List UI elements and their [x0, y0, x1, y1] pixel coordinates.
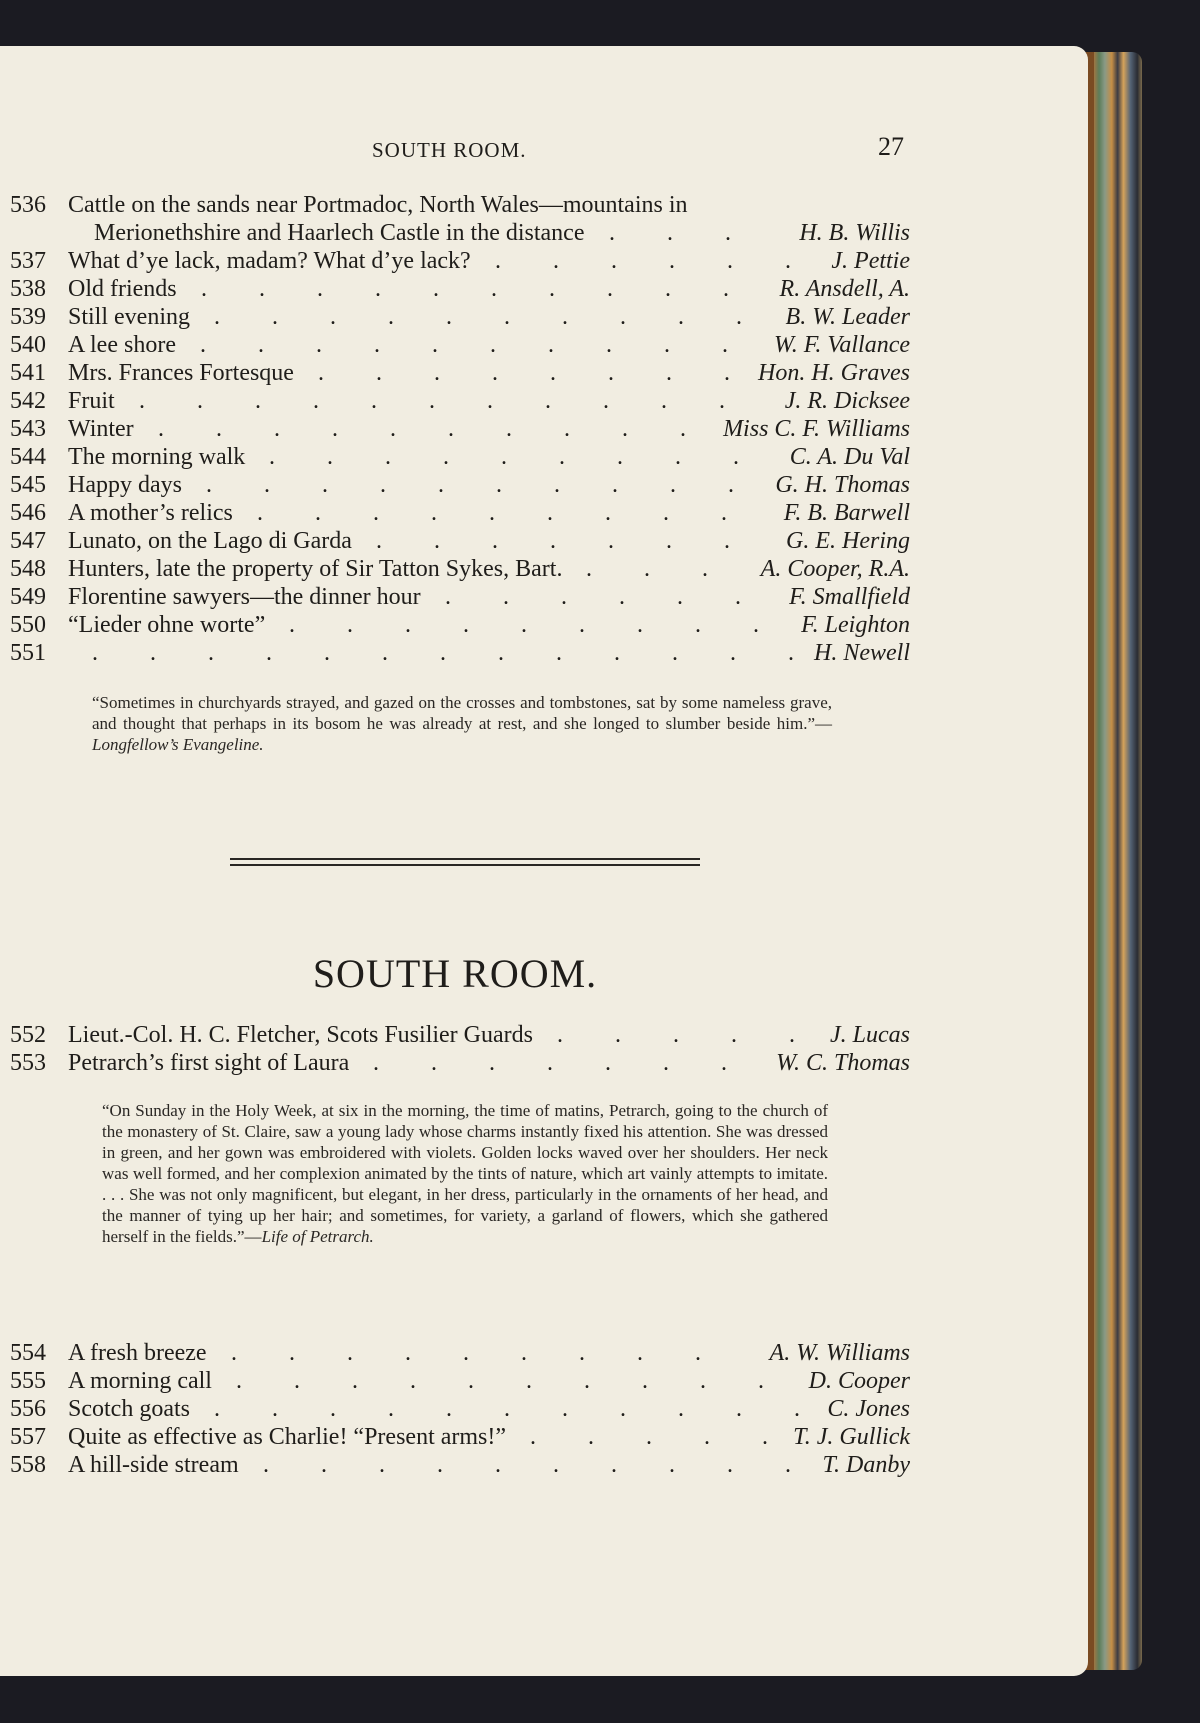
- entry-artist: W. C. Thomas: [776, 1050, 910, 1076]
- leader-dot: .: [264, 472, 270, 498]
- entry-number: 548: [10, 556, 46, 582]
- leader-dot: .: [437, 1452, 443, 1478]
- leader-dot: .: [503, 584, 509, 610]
- leader-dot: .: [495, 248, 501, 274]
- leader-dot: .: [405, 612, 411, 638]
- catalogue-entry: [10, 528, 910, 556]
- leader-dot: .: [388, 304, 394, 330]
- leader-dot: .: [506, 416, 512, 442]
- leader-dot: .: [605, 500, 611, 526]
- leader-dot: .: [736, 1396, 742, 1422]
- leader-dot: .: [330, 1396, 336, 1422]
- leader-dot: .: [666, 528, 672, 554]
- leader-dot: .: [489, 500, 495, 526]
- leader-dot: .: [620, 304, 626, 330]
- leader-dot: .: [562, 304, 568, 330]
- catalogue-entry: [10, 472, 910, 500]
- leader-dot: .: [446, 1396, 452, 1422]
- catalogue-entry: [10, 1452, 910, 1480]
- leader-dot: .: [724, 360, 730, 386]
- entry-number: 541: [10, 360, 46, 386]
- running-header: SOUTH ROOM.: [372, 138, 527, 162]
- leader-dot: .: [432, 332, 438, 358]
- quote-source: Life of Petrarch.: [261, 1227, 374, 1246]
- entry-title: Still evening: [68, 304, 190, 330]
- leader-dot: .: [429, 388, 435, 414]
- leader-dot: .: [724, 528, 730, 554]
- entry-artist: F. B. Barwell: [783, 500, 910, 526]
- entry-artist: F. Leighton: [801, 612, 910, 638]
- leader-dot: .: [554, 472, 560, 498]
- section-heading: SOUTH ROOM.: [312, 951, 598, 996]
- leader-dot: .: [463, 1340, 469, 1366]
- leader-dot: .: [700, 1368, 706, 1394]
- leader-dot: .: [666, 360, 672, 386]
- leader-dot: .: [556, 640, 562, 666]
- entry-number: 543: [10, 416, 46, 442]
- leader-dot: .: [315, 500, 321, 526]
- leader-dot: .: [496, 472, 502, 498]
- entry-artist: A. Cooper, R.A.: [760, 556, 910, 582]
- catalogue-entry: [10, 444, 910, 472]
- quote-text: “On Sunday in the Holy Week, at six in the morning, the time of matins, Petrarch, going to the church of the monastery of St. Claire, saw a young lady whose charms instantly fixed his attention. She was dressed in green, and her gown was embroidered with violets. Golden locks waved over her shoulders. Her neck was well formed, and her complexion animated by the tints of nature, which art vainly attempts to imitate. . . . She was not only magnificent, but elegant, in her dress, particularly in the ornaments of her head, and the manner of tying up her hair; and sometimes, for variety, a garland of flowers, which she gathered herself in the fields.”—: [102, 1101, 828, 1246]
- entry-artist: H. Newell: [814, 640, 910, 666]
- leader-dot: .: [375, 276, 381, 302]
- catalogue-entry: [10, 220, 910, 248]
- leader-dot: .: [722, 332, 728, 358]
- leader-dot: .: [788, 640, 794, 666]
- leader-dot: .: [646, 1424, 652, 1450]
- entry-title: Lieut.-Col. H. C. Fletcher, Scots Fusilier Guards: [68, 1022, 533, 1048]
- leader-dot: .: [200, 332, 206, 358]
- quote-longfellow: [92, 692, 832, 755]
- leader-dot: .: [678, 304, 684, 330]
- entry-number: 551: [10, 640, 46, 666]
- leader-dot: .: [373, 500, 379, 526]
- leader-dot: .: [373, 1050, 379, 1076]
- leader-dot: .: [214, 1396, 220, 1422]
- catalogue-entry: [10, 416, 910, 444]
- leader-dot: .: [492, 360, 498, 386]
- leader-dot: .: [669, 1452, 675, 1478]
- leader-dot: .: [405, 1340, 411, 1366]
- leader-dot: .: [675, 444, 681, 470]
- leader-dot: .: [216, 416, 222, 442]
- catalogue-entry: [10, 332, 910, 360]
- leader-dot: .: [579, 612, 585, 638]
- leader-dot: .: [664, 332, 670, 358]
- leader-dot: .: [553, 1452, 559, 1478]
- entry-title: “Lieder ohne worte”: [68, 612, 266, 638]
- catalogue-entry: [10, 1396, 910, 1424]
- entry-title: Lunato, on the Lago di Garda: [68, 528, 352, 554]
- leader-dot: .: [794, 1396, 800, 1422]
- leader-dot: .: [785, 1452, 791, 1478]
- entry-number: 554: [10, 1340, 46, 1366]
- leader-dot: .: [201, 276, 207, 302]
- entry-artist: F. Smallfield: [789, 584, 910, 610]
- leader-dot: .: [410, 1368, 416, 1394]
- leader-dot: .: [258, 332, 264, 358]
- leader-dot: .: [564, 416, 570, 442]
- entry-title: Old friends: [68, 276, 177, 302]
- leader-dot: .: [586, 556, 592, 582]
- entry-title: A fresh breeze: [68, 1340, 207, 1366]
- leader-dot: .: [448, 416, 454, 442]
- leader-dot: .: [673, 1022, 679, 1048]
- leader-dot: .: [255, 388, 261, 414]
- entry-artist: W. F. Vallance: [774, 332, 910, 358]
- leader-dot: .: [665, 276, 671, 302]
- leader-dot: .: [762, 1424, 768, 1450]
- catalogue-entry: [10, 304, 910, 332]
- catalogue-entry: [10, 556, 910, 584]
- catalogue-entry: [10, 192, 910, 220]
- leader-dot: .: [617, 444, 623, 470]
- leader-dot: .: [382, 640, 388, 666]
- catalogue-entry: [10, 1022, 910, 1050]
- leader-dot: .: [468, 1368, 474, 1394]
- leader-dot: .: [374, 332, 380, 358]
- leader-dot: .: [667, 220, 673, 246]
- entry-artist: C. A. Du Val: [789, 444, 910, 470]
- leader-dot: .: [642, 1368, 648, 1394]
- entry-artist: Miss C. F. Williams: [723, 416, 910, 442]
- section-divider: [230, 858, 700, 860]
- leader-dot: .: [492, 528, 498, 554]
- leader-dot: .: [584, 1368, 590, 1394]
- leader-dot: .: [733, 444, 739, 470]
- entry-title: A lee shore: [68, 332, 176, 358]
- leader-dot: .: [443, 444, 449, 470]
- leader-dot: .: [727, 1452, 733, 1478]
- catalogue-entry: [10, 1340, 910, 1368]
- entry-number: 546: [10, 500, 46, 526]
- leader-dot: .: [785, 248, 791, 274]
- entry-title: A hill-side stream: [68, 1452, 239, 1478]
- leader-dot: .: [530, 1424, 536, 1450]
- entry-number: 558: [10, 1452, 46, 1478]
- entry-artist: G. E. Hering: [786, 528, 910, 554]
- leader-dot: .: [521, 612, 527, 638]
- leader-dot: .: [324, 640, 330, 666]
- leader-dot: .: [550, 528, 556, 554]
- catalogue-entry: [10, 388, 910, 416]
- leader-dot: .: [376, 528, 382, 554]
- leader-dot: .: [753, 612, 759, 638]
- leader-dot: .: [607, 276, 613, 302]
- leader-dot: .: [332, 416, 338, 442]
- leader-dot: .: [620, 1396, 626, 1422]
- leader-dot: .: [318, 360, 324, 386]
- entry-artist: H. B. Willis: [799, 220, 910, 246]
- entry-artist: J. R. Dicksee: [784, 388, 910, 414]
- leader-dot: .: [663, 1050, 669, 1076]
- leader-dot: .: [92, 640, 98, 666]
- entry-number: 549: [10, 584, 46, 610]
- leader-dot: .: [330, 304, 336, 330]
- leader-dot: .: [545, 388, 551, 414]
- leader-dot: .: [206, 472, 212, 498]
- entry-number: 539: [10, 304, 46, 330]
- catalogue-entry: [10, 584, 910, 612]
- leader-dot: .: [579, 1340, 585, 1366]
- leader-dot: .: [208, 640, 214, 666]
- leader-dot: .: [214, 304, 220, 330]
- leader-dot: .: [489, 1050, 495, 1076]
- leader-dot: .: [197, 388, 203, 414]
- leader-dot: .: [445, 584, 451, 610]
- leader-dot: .: [547, 500, 553, 526]
- leader-dot: .: [463, 612, 469, 638]
- entry-number: 545: [10, 472, 46, 498]
- leader-dot: .: [789, 1022, 795, 1048]
- leader-dot: .: [433, 276, 439, 302]
- entry-artist: D. Cooper: [808, 1368, 910, 1394]
- leader-dot: .: [390, 416, 396, 442]
- leader-dot: .: [158, 416, 164, 442]
- entry-title: Fruit: [68, 388, 115, 414]
- quote-petrarch: [102, 1100, 828, 1247]
- leader-dot: .: [557, 1022, 563, 1048]
- leader-dot: .: [704, 1424, 710, 1450]
- leader-dot: .: [608, 360, 614, 386]
- leader-dot: .: [702, 556, 708, 582]
- leader-dot: .: [758, 1368, 764, 1394]
- leader-dot: .: [446, 304, 452, 330]
- leader-dot: .: [504, 304, 510, 330]
- leader-dot: .: [327, 444, 333, 470]
- leader-dot: .: [548, 332, 554, 358]
- leader-dot: .: [730, 640, 736, 666]
- leader-dot: .: [637, 612, 643, 638]
- quote-source: Longfellow’s Evangeline.: [92, 735, 264, 754]
- quote-text: “Sometimes in churchyards strayed, and gazed on the crosses and tombstones, sat by some nameless grave, and thought that perhaps in its bosom he was already at rest, and she longed to slumber beside him.”—: [92, 693, 832, 733]
- leader-dot: .: [614, 640, 620, 666]
- entry-number: 553: [10, 1050, 46, 1076]
- leader-dot: .: [371, 388, 377, 414]
- leader-dot: .: [603, 388, 609, 414]
- entry-number: 537: [10, 248, 46, 274]
- entry-artist: A. W. Williams: [769, 1340, 910, 1366]
- entry-number: 547: [10, 528, 46, 554]
- leader-dot: .: [661, 388, 667, 414]
- leader-dot: .: [431, 500, 437, 526]
- leader-dot: .: [611, 248, 617, 274]
- entry-title: Happy days: [68, 472, 182, 498]
- leader-dot: .: [316, 332, 322, 358]
- entry-title: Quite as effective as Charlie! “Present arms!”: [68, 1424, 507, 1450]
- leader-dot: .: [612, 472, 618, 498]
- leader-dot: .: [731, 1022, 737, 1048]
- leader-dot: .: [322, 472, 328, 498]
- leader-dot: .: [680, 416, 686, 442]
- leader-dot: .: [139, 388, 145, 414]
- leader-dot: .: [434, 360, 440, 386]
- entry-title: Merionethshire and Haarlech Castle in the distance: [94, 220, 585, 246]
- leader-dot: .: [725, 220, 731, 246]
- leader-dot: .: [257, 500, 263, 526]
- leader-dot: .: [606, 332, 612, 358]
- leader-dot: .: [498, 640, 504, 666]
- entry-artist: J. Pettie: [831, 248, 910, 274]
- leader-dot: .: [263, 1452, 269, 1478]
- leader-dot: .: [736, 304, 742, 330]
- leader-dot: .: [504, 1396, 510, 1422]
- leader-dot: .: [561, 584, 567, 610]
- entry-title: Mrs. Frances Fortesque: [68, 360, 294, 386]
- catalogue-entry: [10, 1368, 910, 1396]
- catalogue-entry: [10, 276, 910, 304]
- leader-dot: .: [317, 276, 323, 302]
- leader-dot: .: [347, 1340, 353, 1366]
- leader-dot: .: [495, 1452, 501, 1478]
- leader-dot: .: [352, 1368, 358, 1394]
- leader-dot: .: [615, 1022, 621, 1048]
- leader-dot: .: [609, 220, 615, 246]
- leader-dot: .: [727, 248, 733, 274]
- leader-dot: .: [644, 556, 650, 582]
- entry-number: 552: [10, 1022, 46, 1048]
- leader-dot: .: [672, 640, 678, 666]
- leader-dot: .: [274, 416, 280, 442]
- entry-artist: Hon. H. Graves: [758, 360, 910, 386]
- entry-title: Winter: [68, 416, 134, 442]
- leader-dot: .: [721, 500, 727, 526]
- entry-title: A mother’s relics: [68, 500, 233, 526]
- leader-dot: .: [547, 1050, 553, 1076]
- leader-dot: .: [272, 1396, 278, 1422]
- leader-dot: .: [723, 276, 729, 302]
- entry-number: 536: [10, 192, 46, 218]
- leader-dot: .: [670, 472, 676, 498]
- catalogue-list-bottom: [10, 1340, 910, 1480]
- leader-dot: .: [491, 276, 497, 302]
- leader-dot: .: [236, 1368, 242, 1394]
- entry-title: Scotch goats: [68, 1396, 190, 1422]
- entry-title: What d’ye lack, madam? What d’ye lack?: [68, 248, 471, 274]
- entry-number: 544: [10, 444, 46, 470]
- leader-dot: .: [385, 444, 391, 470]
- leader-dot: .: [695, 1340, 701, 1366]
- leader-dot: .: [619, 584, 625, 610]
- entry-title: Florentine sawyers—the dinner hour: [68, 584, 421, 610]
- leader-dot: .: [695, 612, 701, 638]
- leader-dot: .: [605, 1050, 611, 1076]
- leader-dot: .: [637, 1340, 643, 1366]
- leader-dot: .: [440, 640, 446, 666]
- leader-dot: .: [150, 640, 156, 666]
- catalogue-entry: [10, 640, 910, 668]
- leader-dot: .: [438, 472, 444, 498]
- entry-number: 556: [10, 1396, 46, 1422]
- entry-artist: G. H. Thomas: [775, 472, 910, 498]
- leader-dot: .: [526, 1368, 532, 1394]
- leader-dot: .: [272, 304, 278, 330]
- leader-dot: .: [611, 1452, 617, 1478]
- entry-number: 555: [10, 1368, 46, 1394]
- leader-dot: .: [321, 1452, 327, 1478]
- entry-title: A morning call: [68, 1368, 212, 1394]
- leader-dot: .: [294, 1368, 300, 1394]
- entry-number: 557: [10, 1424, 46, 1450]
- entry-title: Petrarch’s first sight of Laura: [68, 1050, 350, 1076]
- leader-dot: .: [550, 360, 556, 386]
- leader-dot: .: [677, 584, 683, 610]
- leader-dot: .: [735, 584, 741, 610]
- leader-dot: .: [313, 388, 319, 414]
- leader-dot: .: [549, 276, 555, 302]
- entry-artist: T. Danby: [822, 1452, 910, 1478]
- leader-dot: .: [376, 360, 382, 386]
- entry-number: 550: [10, 612, 46, 638]
- leader-dot: .: [434, 528, 440, 554]
- leader-dot: .: [663, 500, 669, 526]
- leader-dot: .: [588, 1424, 594, 1450]
- page-number: 27: [878, 132, 904, 161]
- leader-dot: .: [728, 472, 734, 498]
- leader-dot: .: [562, 1396, 568, 1422]
- leader-dot: .: [289, 1340, 295, 1366]
- entry-number: 542: [10, 388, 46, 414]
- catalogue-list-middle: [10, 1022, 910, 1078]
- leader-dot: .: [501, 444, 507, 470]
- leader-dot: .: [431, 1050, 437, 1076]
- leader-dot: .: [553, 248, 559, 274]
- leader-dot: .: [347, 612, 353, 638]
- entry-artist: J. Lucas: [830, 1022, 910, 1048]
- catalogue-entry: [10, 360, 910, 388]
- catalogue-entry: [10, 1050, 910, 1078]
- leader-dot: .: [269, 444, 275, 470]
- entry-artist: B. W. Leader: [785, 304, 910, 330]
- leader-dot: .: [379, 1452, 385, 1478]
- leader-dot: .: [487, 388, 493, 414]
- leader-dot: .: [259, 276, 265, 302]
- leader-dot: .: [669, 248, 675, 274]
- leader-dot: .: [289, 612, 295, 638]
- leader-dot: .: [388, 1396, 394, 1422]
- section-divider-second: [230, 864, 700, 866]
- leader-dot: .: [559, 444, 565, 470]
- entry-title: Hunters, late the property of Sir Tatton Sykes, Bart.: [68, 556, 563, 582]
- entry-artist: C. Jones: [827, 1396, 910, 1422]
- leader-dot: .: [622, 416, 628, 442]
- catalogue-entry: [10, 612, 910, 640]
- leader-dot: .: [719, 388, 725, 414]
- catalogue-entry: [10, 500, 910, 528]
- catalogue-entry: [10, 1424, 910, 1452]
- leader-dot: .: [608, 528, 614, 554]
- leader-dot: .: [721, 1050, 727, 1076]
- leader-dot: .: [231, 1340, 237, 1366]
- catalogue-list-top: [10, 192, 910, 668]
- entry-title: Cattle on the sands near Portmadoc, North Wales—mountains in: [68, 192, 688, 218]
- leader-dot: .: [521, 1340, 527, 1366]
- leader-dot: .: [266, 640, 272, 666]
- entry-artist: R. Ansdell, A.: [779, 276, 910, 302]
- leader-dot: .: [490, 332, 496, 358]
- entry-artist: T. J. Gullick: [793, 1424, 910, 1450]
- entry-title: The morning walk: [68, 444, 246, 470]
- entry-number: 540: [10, 332, 46, 358]
- entry-number: 538: [10, 276, 46, 302]
- leader-dot: .: [678, 1396, 684, 1422]
- leader-dot: .: [380, 472, 386, 498]
- catalogue-entry: [10, 248, 910, 276]
